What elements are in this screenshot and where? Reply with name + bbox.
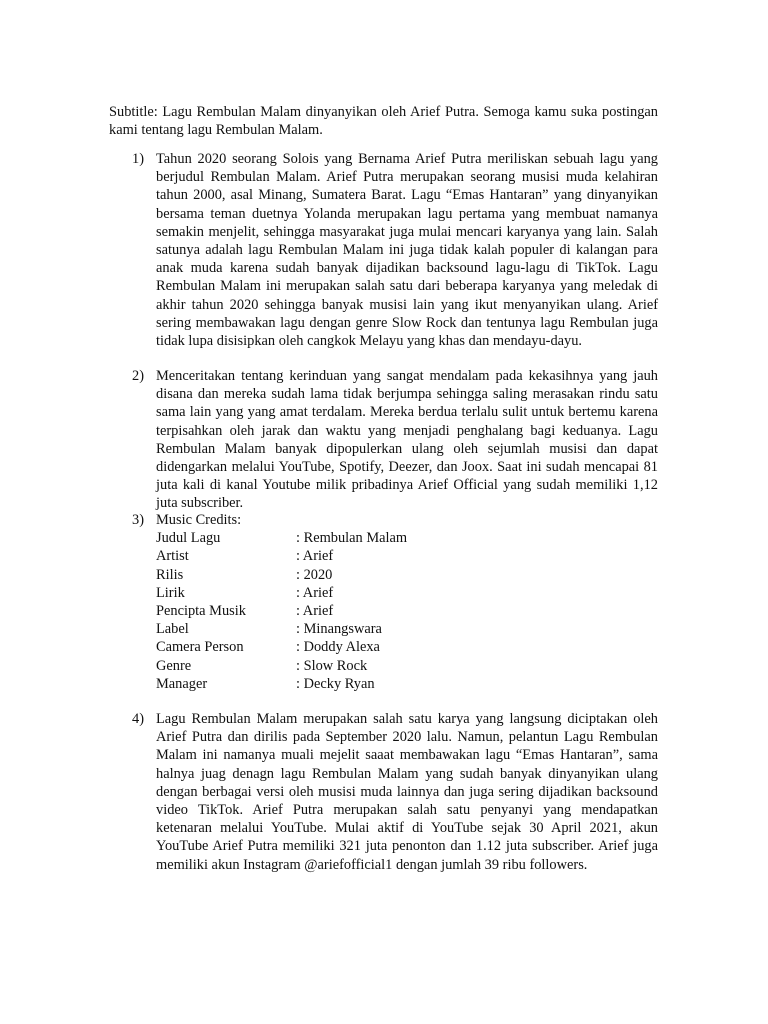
credits-table: [156, 529, 407, 693]
credit-label: Judul Lagu: [156, 530, 221, 547]
list-item-text: Menceritakan tentang kerinduan yang sangat mendalam pada kekasihnya yang jauh disana dan mereka sudah lama tidak berjumpa sehingga saling merasakan rindu satu sama lain yang yang amat terdalam. Mereka berdua terlalu sulit untuk bertemu karena terpisahkan oleh jarak dan waktu yang menjadi penghalang bagi keduanya. Lagu Rembulan Malam banyak dipopulerkan ulang oleh sejumlah musisi dan dapat didengarkan melalui YouTube, Spotify, Deezer, dan Joox. Saat ini sudah mencapai 81 juta kali di kanal Youtube milik pribadinya Arief Official yang sudah memiliki 1,12 juta subscriber.: [156, 368, 658, 512]
credit-value: : 2020: [296, 566, 333, 583]
credit-label: Camera Person: [156, 639, 244, 656]
credit-label: Rilis: [156, 566, 184, 583]
list-number: 2): [132, 368, 144, 384]
credit-row: [156, 638, 407, 656]
credit-row: [156, 675, 407, 693]
credit-value: : Arief: [296, 548, 334, 565]
credit-value: : Arief: [296, 603, 334, 620]
credit-value: : Rembulan Malam: [296, 530, 408, 547]
list-item-4: [109, 710, 658, 874]
credit-value: : Doddy Alexa: [296, 639, 380, 656]
credit-value: : Arief: [296, 584, 334, 601]
list-item-1: [109, 150, 658, 350]
list-number: 1): [132, 151, 144, 167]
credit-label: Lirik: [156, 584, 185, 601]
list-item-2: [109, 367, 658, 513]
credit-label: Manager: [156, 675, 208, 692]
list-item-text: Lagu Rembulan Malam merupakan salah satu karya yang langsung diciptakan oleh Arief Putra dan dirilis pada September 2020 lalu. Namun, pelantun Lagu Rembulan Malam ini namanya muali mejelit saaat membawakan lagu “Emas Hantaran”, sama halnya juag denagn lagu Rembulan Malam yang sudah banyak dinyanyikan ulang dengan berbagai versi oleh musisi muda lainnya dan juga sering dijadikan backsound video TikTok. Arief Putra merupakan salah satu penyanyi yang mendapatkan ketenaran melalui YouTube. Mulai aktif di YouTube sejak 30 April 2021, akun YouTube Arief Putra memiliki 321 juta penonton dan 1.12 juta subscriber. Arief juga memiliki akun Instagram @ariefofficial1 dengan jumlah 39 ribu followers.: [156, 711, 658, 873]
credit-row: [156, 620, 407, 638]
credit-row: [156, 584, 407, 602]
credit-row: [156, 602, 407, 620]
list-item-3: [109, 511, 658, 693]
subtitle-paragraph: Subtitle: Lagu Rembulan Malam dinyanyikan oleh Arief Putra. Semoga kamu suka postingan kami tentang lagu Rembulan Malam.: [109, 104, 658, 139]
credit-row: [156, 529, 407, 547]
credit-value: : Decky Ryan: [296, 675, 375, 692]
credits-heading: Music Credits:: [156, 512, 242, 528]
credit-value: : Minangswara: [296, 621, 382, 638]
credit-value: : Slow Rock: [296, 657, 368, 674]
credit-label: Label: [156, 621, 189, 638]
credit-row: [156, 547, 407, 565]
credit-label: Pencipta Musik: [156, 603, 246, 620]
list-number: 4): [132, 711, 144, 727]
list-item-text: Tahun 2020 seorang Solois yang Bernama Arief Putra meriliskan sebuah lagu yang berjudul Rembulan Malam. Arief Putra merupakan seorang musisi muda kelahiran tahun 2000, asal Minang, Sumatera Barat. Lagu “Emas Hantaran” yang dinyanyikan bersama teman duetnya Yolanda merupakan lagu pertama yang membuat namanya semakin menjelit, sehingga masyarakat juga mulai mencari karyanya yang lain. Salah satunya adalah lagu Rembulan Malam ini juga tidak kalah populer di kalangan para anak muda karena sudah banyak dijadikan backsound lagu-lagu di TikTok. Lagu Rembulan Malam ini merupakan salah satu dari beberapa karyanya yang meledak di akhir tahun 2020 sehingga banyak musisi lain yang ikut menyanyikan ulang. Arief sering membawakan lagu dengan genre Slow Rock dan tentunya lagu Rembulan juga tidak lupa disisipkan oleh cangkok Melayu yang khas dan mendayu-dayu.: [156, 151, 658, 350]
credit-row: [156, 566, 407, 584]
credit-label: Artist: [156, 548, 189, 565]
credit-row: [156, 657, 407, 675]
list-number: 3): [132, 512, 144, 528]
credit-label: Genre: [156, 657, 192, 674]
